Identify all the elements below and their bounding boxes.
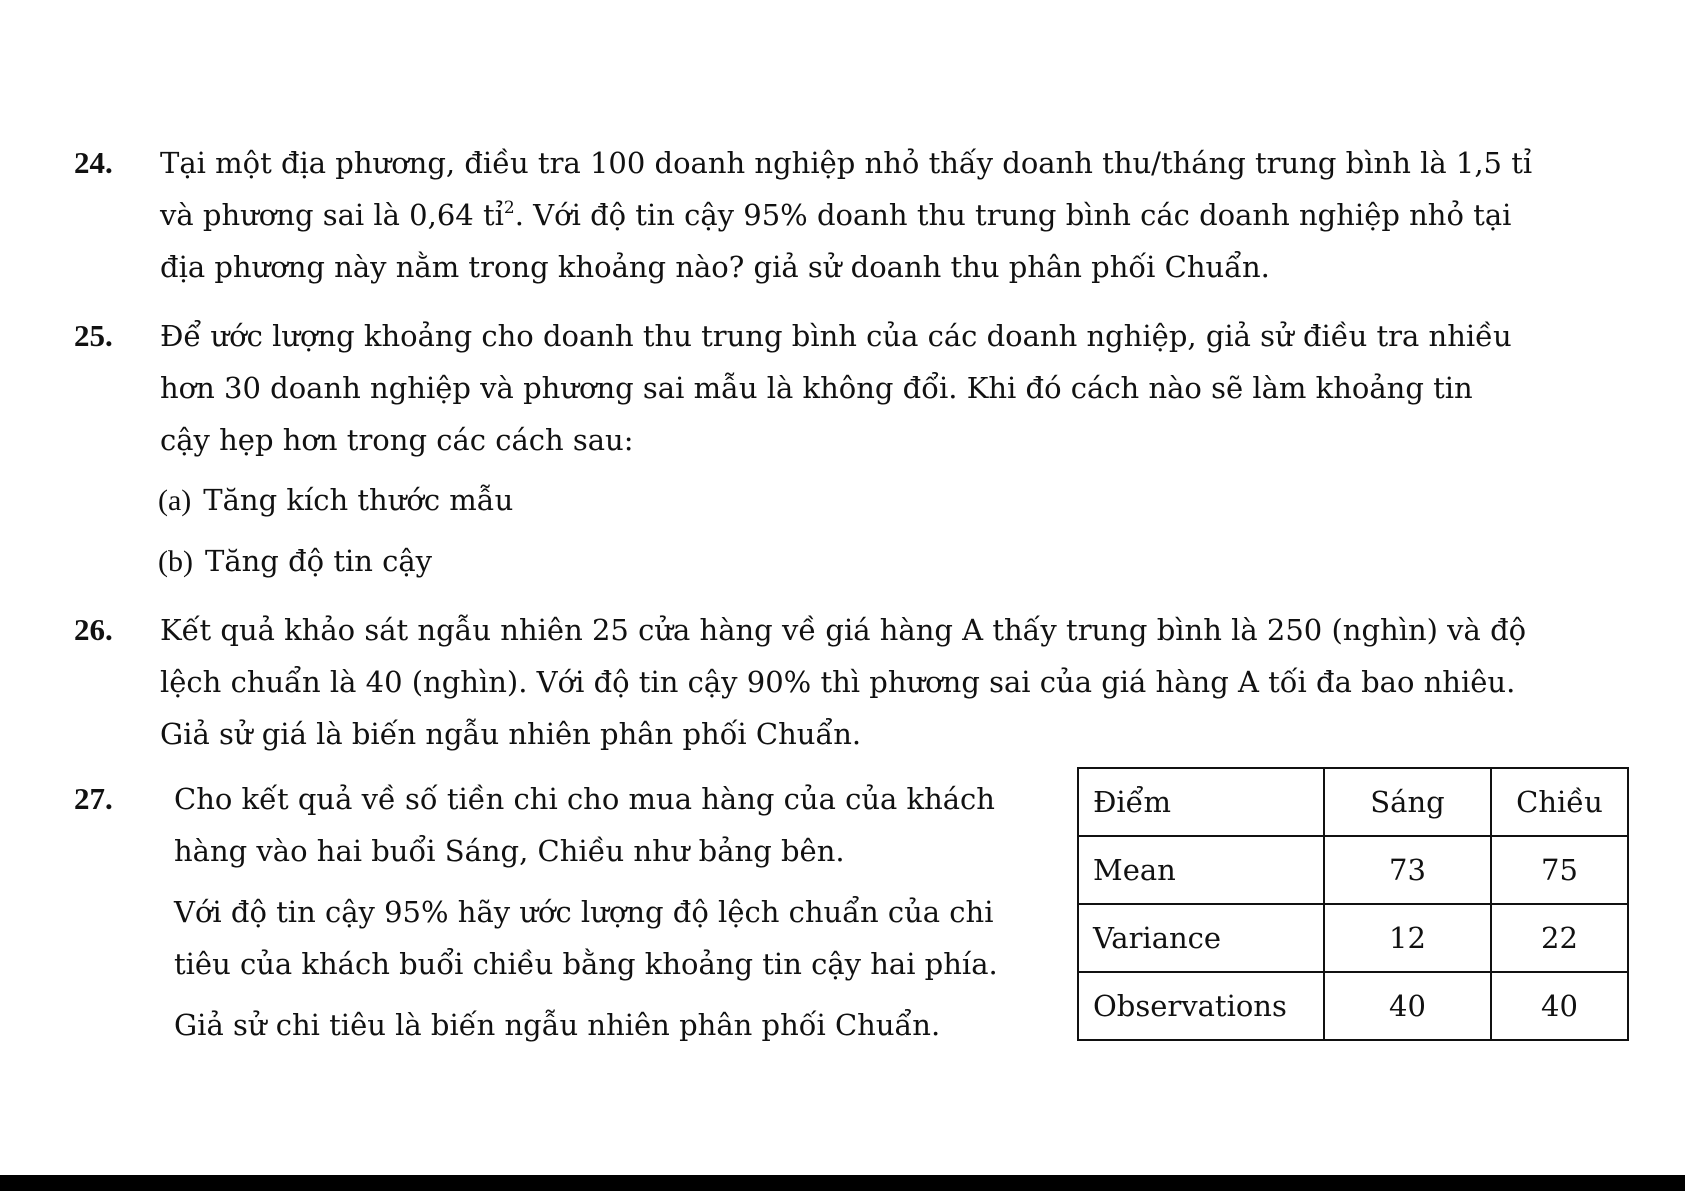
option-label: (b) [158,545,193,578]
text-line: Cho kết quả về số tiền chi cho mua hàng của của khách [174,782,995,816]
question-number: 25. [74,318,113,353]
text-line: hơn 30 doanh nghiệp và phương sai mẫu là không đổi. Khi đó cách nào sẽ làm khoảng tin [160,371,1473,405]
table-row [1078,972,1628,1040]
table-cell: 22 [1491,904,1628,972]
table-cell: 40 [1324,972,1491,1040]
text-line: Kết quả khảo sát ngẫu nhiên 25 cửa hàng về giá hàng A thấy trung bình là 250 (nghìn) và độ [160,613,1527,647]
table-header-cell: Chiều [1491,768,1628,836]
table-cell: Observations [1078,972,1324,1040]
text-line: tiêu của khách buổi chiều bằng khoảng tin cậy hai phía. [174,947,998,981]
text-line: Với độ tin cậy 95% hãy ước lượng độ lệch chuẩn của chi [174,895,994,929]
table-row [1078,904,1628,972]
option-a [158,474,513,527]
text-line: Để ước lượng khoảng cho doanh thu trung bình của các doanh nghiệp, giả sử điều tra nhiều [160,319,1512,353]
table-header-cell: Điểm [1078,768,1324,836]
question-text [160,137,1685,293]
bottom-border-bar [0,1175,1685,1191]
text-line: địa phương này nằm trong khoảng nào? giả sử doanh thu phân phối Chuẩn. [160,250,1270,284]
question-number: 26. [74,612,113,647]
text-line: Giả sử chi tiêu là biến ngẫu nhiên phân phối Chuẩn. [174,1008,941,1042]
question-text [160,310,1685,466]
table-row [1078,836,1628,904]
table-cell: Variance [1078,904,1324,972]
option-label: (a) [158,484,192,517]
table-cell: Mean [1078,836,1324,904]
option-b [158,535,432,588]
option-text: Tăng độ tin cậy [204,544,433,578]
question-number: 27. [74,781,113,816]
text-line: Tại một địa phương, điều tra 100 doanh nghiệp nhỏ thấy doanh thu/tháng trung bình là 1,5 tỉ [160,146,1533,180]
question-text [160,604,1685,760]
text-fragment: và phương sai là 0,64 tỉ [160,198,504,232]
question-number: 24. [74,145,113,180]
table-header-row [1078,768,1628,836]
text-line: Giả sử giá là biến ngẫu nhiên phân phối Chuẩn. [160,717,862,751]
table-cell: 40 [1491,972,1628,1040]
table-cell: 73 [1324,836,1491,904]
text-fragment: . Với độ tin cậy 95% doanh thu trung bình các doanh nghiệp nhỏ tại [514,198,1512,232]
text-line [160,189,1685,241]
table-cell: 75 [1491,836,1628,904]
stats-table [1077,767,1629,1041]
table-header-cell: Sáng [1324,768,1491,836]
table-cell: 12 [1324,904,1491,972]
text-line: cậy hẹp hơn trong các cách sau: [160,423,634,457]
text-line: hàng vào hai buổi Sáng, Chiều như bảng bên. [174,834,845,868]
superscript: 2 [503,198,515,218]
option-text: Tăng kích thước mẫu [203,483,514,517]
text-line: lệch chuẩn là 40 (nghìn). Với độ tin cậy 90% thì phương sai của giá hàng A tối đa bao nhiêu. [160,665,1516,699]
question-text [174,773,1124,1051]
